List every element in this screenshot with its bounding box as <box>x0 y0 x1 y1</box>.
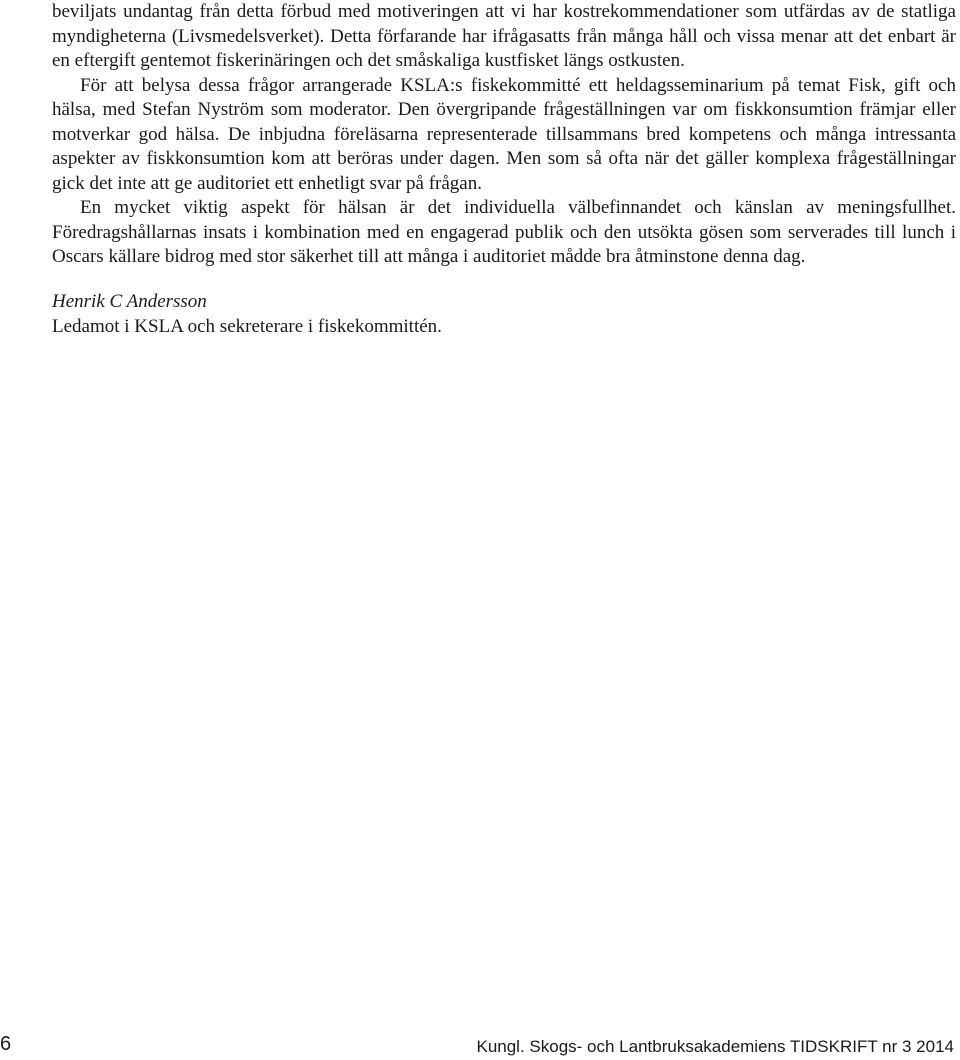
paragraph-2: För att belysa dessa frågor arrangerade KSLA:s fiskekommitté ett heldagsseminarium på temat Fisk, gift och hälsa, med Stefan Nyström som moderator. Den övergripande frågeställningen var om fiskkonsumtion främjar eller motverkar god hälsa. De inbjudna föreläsarna representerade tillsammans bred kompetens och många intressanta aspekter av fiskkonsumtion kom att beröras under dagen. Men som så ofta när det gäller komplexa frågeställningar gick det inte att ge auditoriet ett enhetligt svar på frågan. <box>52 74 956 194</box>
paragraph-1: beviljats undantag från detta förbud med motiveringen att vi har kostrekommendationer som utfärdas av de statliga myndigheterna (Livsmedelsverket). Detta förfarande har ifrågasatts från många håll och vissa menar att det enbart är en eftergift gentemot fiskerinäringen och det småskaliga kustfisket längs ostkusten. <box>52 1 956 71</box>
author-name: Henrik C Andersson <box>52 291 207 312</box>
article-body <box>52 0 956 270</box>
signature-block <box>52 290 932 339</box>
author-role: Ledamot i KSLA och sekreterare i fiskekommittén. <box>52 315 442 337</box>
paragraph-3: En mycket viktig aspekt för hälsan är det individuella välbefinnandet och känslan av meningsfullhet. Föredragshållarnas insats i kombination med en engagerad publik och den utsökta gösen som serverades till lunch i Oscars källare bidrog med stor säkerhet till att många i auditoriet mådde bra åtminstone denna dag. <box>52 197 956 267</box>
page-number: 6 <box>0 1033 12 1055</box>
journal-footer: Kungl. Skogs- och Lantbruksakademiens TIDSKRIFT nr 3 2014 <box>476 1037 954 1056</box>
